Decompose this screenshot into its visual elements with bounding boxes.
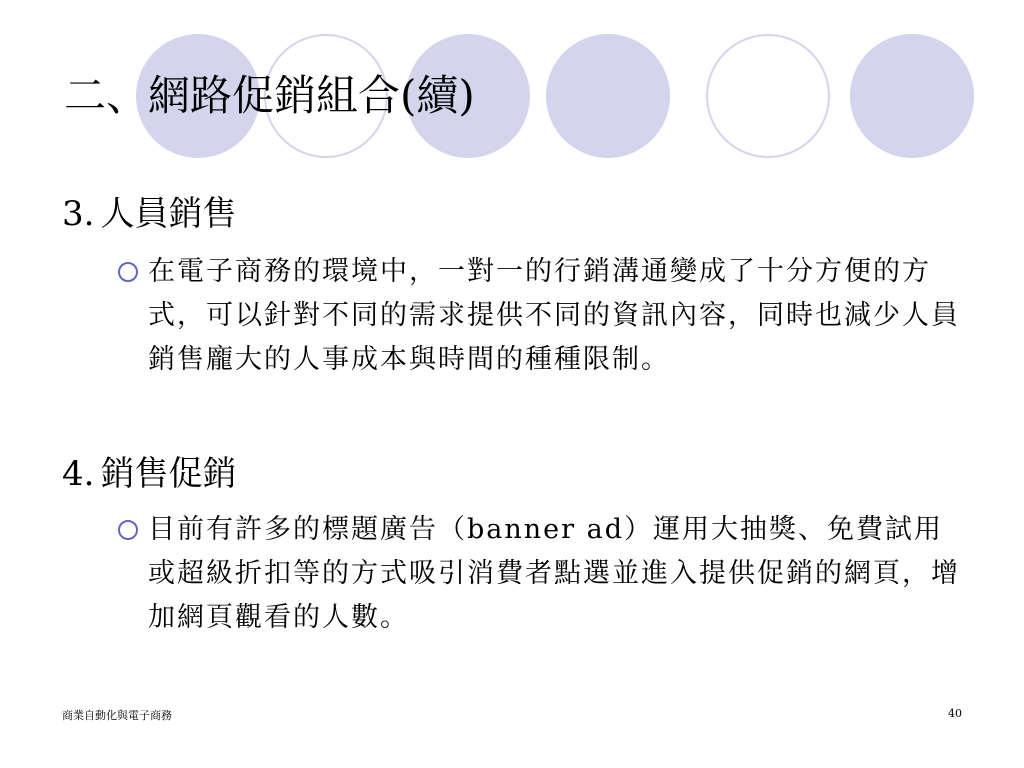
section-heading-3 bbox=[62, 192, 236, 236]
section-heading-4 bbox=[62, 452, 236, 496]
circle-bullet-icon bbox=[118, 262, 138, 282]
section-number: 3. bbox=[62, 194, 95, 234]
slide-title: 二、網路促銷組合(續) bbox=[64, 71, 475, 120]
decor-circle-icon bbox=[850, 34, 974, 158]
footer-course-title: 商業自動化與電子商務 bbox=[62, 709, 172, 722]
decor-circle-icon bbox=[546, 34, 670, 158]
section-heading-text: 銷售促銷 bbox=[100, 454, 237, 494]
circle-bullet-icon bbox=[118, 520, 138, 540]
bullet-text: 在電子商務的環境中，一對一的行銷溝通變成了十分方便的方式，可以針對不同的需求提供不同的資訊內容，同時也減少人員銷售龐大的人事成本與時間的種種限制。 bbox=[148, 256, 960, 375]
section-heading-text: 人員銷售 bbox=[100, 194, 237, 234]
section-number: 4. bbox=[62, 454, 95, 494]
decor-circle-outline-icon bbox=[706, 34, 830, 158]
page-number: 40 bbox=[948, 707, 962, 720]
bullet-text: 目前有許多的標題廣告（banner ad）運用大抽獎、免費試用或超級折扣等的方式吸引消費者點選並進入提供促銷的網頁，增加網頁觀看的人數。 bbox=[148, 514, 960, 633]
